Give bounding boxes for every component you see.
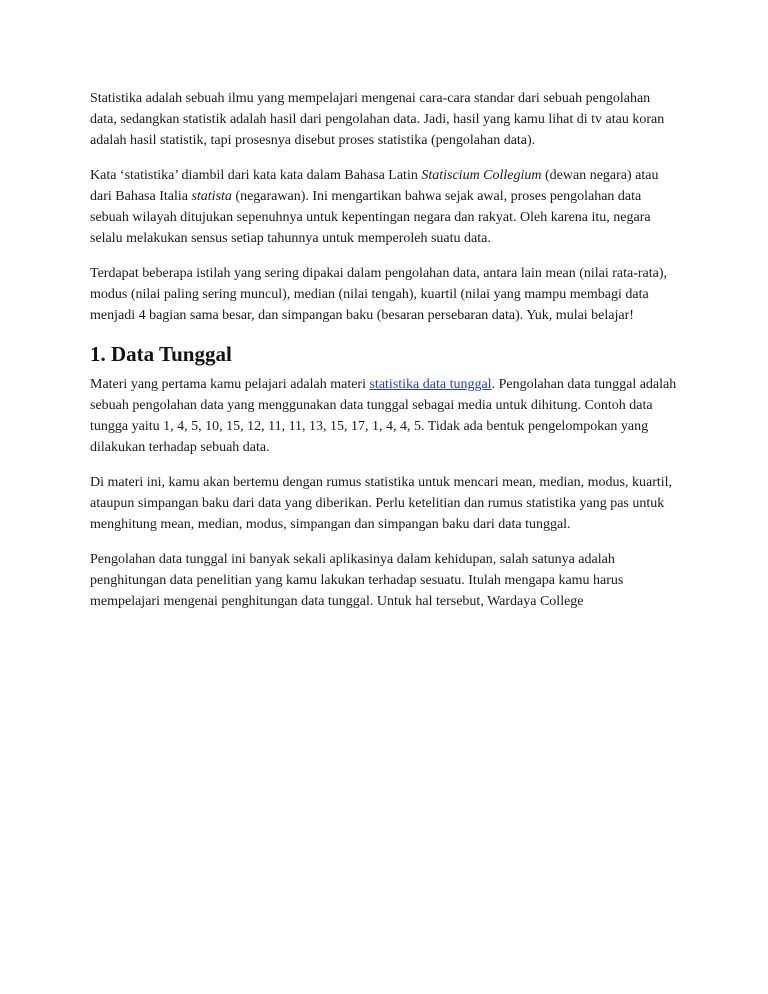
etymology-text-c: (negarawan). Ini mengartikan bahwa sejak awal, proses pengolahan data sebuah wilayah ditujukan sepenuhnya untuk kepentingan negara dan rakyat. Oleh karena itu, negara selalu melakukan sensus setiap tahunnya untuk memperoleh suatu data.: [90, 189, 651, 246]
intro-paragraph: Statistika adalah sebuah ilmu yang mempelajari mengenai cara-cara standar dari sebuah pengolahan data, sedangkan statistik adalah hasil dari pengolahan data. Jadi, hasil yang kamu lihat di tv atau koran adalah hasil statistik, tapi prosesnya disebut proses statistika (pengolahan data).: [90, 91, 665, 148]
terms-paragraph: Terdapat beberapa istilah yang sering dipakai dalam pengolahan data, antara lain mean (nilai rata-rata), modus (nilai paling sering muncul), median (nilai tengah), kuartil (nilai yang mampu membagi data menjadi 4 bagian sama besar, dan simpangan baku (besaran persebaran data). Yuk, mulai belajar!: [90, 266, 668, 323]
latin-term: Statiscium Collegium: [421, 168, 542, 183]
data-tunggal-paragraph: [90, 374, 680, 458]
statistika-data-tunggal-link[interactable]: statistika data tunggal: [369, 377, 492, 392]
data-tunggal-text-a: Materi yang pertama kamu pelajari adalah materi: [90, 377, 370, 392]
data-tunggal-text-b: . Pengolahan data tunggal adalah sebuah pengolahan data yang menggunakan data tunggal sebagai media untuk dihitung. Contoh data tungga yaitu 1, 4, 5, 10, 15, 12, 11, 11, 13, 15, 17, 1, 4, 4, 5. Tidak ada bentuk pengelompokan yang dilakukan terhadap sebuah data.: [90, 377, 677, 455]
etymology-text-a: Kata ‘statistika’ diambil dari kata kata dalam Bahasa Latin: [90, 168, 422, 183]
italian-term: statista: [191, 189, 232, 204]
etymology-paragraph: [90, 165, 680, 249]
etymology-text-b: (dewan negara) atau dari Bahasa Italia: [90, 168, 659, 204]
aplikasi-paragraph: Pengolahan data tunggal ini banyak sekali aplikasinya dalam kehidupan, salah satunya adalah penghitungan data penelitian yang kamu lakukan terhadap sesuatu. Itulah mengapa kamu harus mempelajari mengenai penghitungan data tunggal. Untuk hal tersebut, Wardaya College: [90, 552, 624, 609]
section-heading: 1. Data Tunggal: [90, 342, 232, 366]
document-page: [90, 88, 680, 626]
rumus-paragraph: Di materi ini, kamu akan bertemu dengan rumus statistika untuk mencari mean, median, modus, kuartil, ataupun simpangan baku dari data yang diberikan. Perlu ketelitian dan rumus statistika yang pas untuk menghitung mean, median, modus, simpangan dan simpangan baku dari data tunggal.: [90, 475, 673, 532]
